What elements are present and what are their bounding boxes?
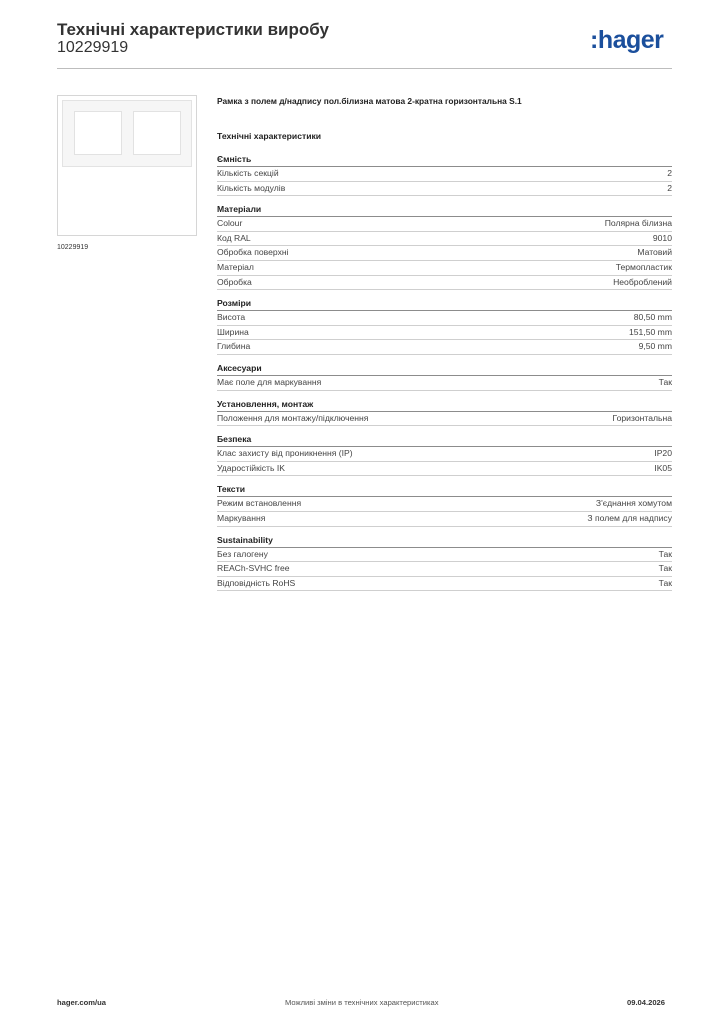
spec-label: Маркування bbox=[217, 512, 266, 523]
spec-label: Висота bbox=[217, 312, 246, 323]
spec-value: 2 bbox=[667, 168, 672, 178]
spec-group bbox=[217, 534, 672, 592]
spec-row bbox=[217, 182, 672, 197]
spec-value: З'єднання хомутом bbox=[595, 498, 672, 509]
spec-label: Обробка поверхні bbox=[217, 247, 289, 258]
spec-value: IK05 bbox=[654, 462, 672, 473]
spec-label: Ударостійкість IK bbox=[217, 462, 285, 473]
frame-opening-2 bbox=[133, 111, 181, 155]
spec-row bbox=[217, 246, 672, 261]
spec-label: Код RAL bbox=[217, 232, 251, 243]
spec-label: Відповідність RoHS bbox=[217, 577, 296, 588]
frame-illustration bbox=[62, 100, 192, 167]
spec-row bbox=[217, 311, 672, 326]
spec-label: Кількість секцій bbox=[217, 168, 279, 178]
specs-heading: Технічні характеристики bbox=[217, 131, 322, 141]
product-image bbox=[57, 95, 197, 236]
spec-value: Матовий bbox=[637, 247, 672, 258]
spec-group-title: Установлення, монтаж bbox=[217, 398, 672, 412]
spec-value: 9,50 mm bbox=[638, 341, 672, 352]
image-caption: 10229919 bbox=[57, 244, 89, 251]
spec-group-title: Аксесуари bbox=[217, 362, 672, 376]
spec-row bbox=[217, 376, 672, 391]
spec-value: 2 bbox=[667, 182, 672, 193]
spec-label: Режим встановлення bbox=[217, 498, 302, 509]
spec-row bbox=[217, 548, 672, 563]
spec-value: Необроблений bbox=[613, 276, 672, 287]
spec-row bbox=[217, 276, 672, 291]
spec-value: Полярна білизна bbox=[604, 218, 672, 229]
spec-label: Colour bbox=[217, 218, 243, 229]
spec-group-title: Матеріали bbox=[217, 203, 672, 217]
spec-row bbox=[217, 562, 672, 577]
spec-value: Так bbox=[658, 563, 672, 574]
footer-note: Можливі зміни в технічних характеристиках bbox=[285, 998, 439, 1007]
spec-label: REACh-SVHC free bbox=[217, 563, 290, 574]
spec-row bbox=[217, 462, 672, 477]
spec-group bbox=[217, 483, 672, 526]
spec-group bbox=[217, 433, 672, 476]
spec-group-title: Тексти bbox=[217, 483, 672, 497]
spec-value: Термопластик bbox=[615, 261, 672, 272]
spec-row bbox=[217, 497, 672, 512]
spec-group-title: Sustainability bbox=[217, 534, 672, 548]
spec-value: Так bbox=[658, 548, 672, 559]
spec-label: Клас захисту від проникнення (IP) bbox=[217, 448, 353, 459]
spec-row bbox=[217, 217, 672, 232]
spec-row bbox=[217, 232, 672, 247]
spec-row bbox=[217, 340, 672, 355]
spec-value: 80,50 mm bbox=[633, 312, 672, 323]
spec-row bbox=[217, 577, 672, 592]
spec-label: Кількість модулів bbox=[217, 182, 286, 193]
spec-row bbox=[217, 447, 672, 462]
spec-value: 9010 bbox=[652, 232, 672, 243]
spec-group bbox=[217, 362, 672, 391]
spec-group-title: Ємність bbox=[217, 153, 672, 167]
spec-row bbox=[217, 512, 672, 527]
spec-value: Горизонтальна bbox=[612, 412, 672, 423]
spec-label: Матеріал bbox=[217, 261, 254, 272]
spec-value: IP20 bbox=[654, 448, 672, 459]
spec-label: Обробка bbox=[217, 276, 252, 287]
spec-row bbox=[217, 261, 672, 276]
spec-group-title: Розміри bbox=[217, 297, 672, 311]
product-id: 10229919 bbox=[57, 39, 129, 56]
spec-group-title: Безпека bbox=[217, 433, 672, 447]
spec-value: З полем для надпису bbox=[587, 512, 672, 523]
logo-text: hager bbox=[597, 26, 664, 54]
spec-row bbox=[217, 326, 672, 341]
spec-table bbox=[217, 153, 672, 598]
spec-value: 151,50 mm bbox=[629, 326, 672, 337]
footer-date: 09.04.2026 bbox=[627, 998, 666, 1007]
spec-row bbox=[217, 412, 672, 427]
spec-value: Так bbox=[658, 376, 672, 387]
spec-label: Має поле для маркування bbox=[217, 376, 322, 387]
spec-value: Так bbox=[658, 577, 672, 588]
footer-website[interactable]: hager.com/ua bbox=[57, 998, 106, 1007]
spec-row bbox=[217, 167, 672, 182]
spec-label: Ширина bbox=[217, 326, 249, 337]
spec-label: Без галогену bbox=[217, 548, 268, 559]
spec-group bbox=[217, 297, 672, 355]
page-title: Технічні характеристики виробу bbox=[57, 20, 329, 39]
product-title: Рамка з полем д/надпису пол.білизна матова 2-кратна горизонтальна S.1 bbox=[217, 96, 522, 106]
spec-label: Глибина bbox=[217, 341, 251, 352]
frame-opening-1 bbox=[74, 111, 122, 155]
hager-logo: :hager bbox=[590, 26, 664, 54]
spec-group bbox=[217, 203, 672, 290]
header-divider bbox=[57, 68, 672, 69]
spec-group bbox=[217, 398, 672, 427]
spec-label: Положення для монтажу/підключення bbox=[217, 412, 369, 423]
spec-group bbox=[217, 153, 672, 196]
